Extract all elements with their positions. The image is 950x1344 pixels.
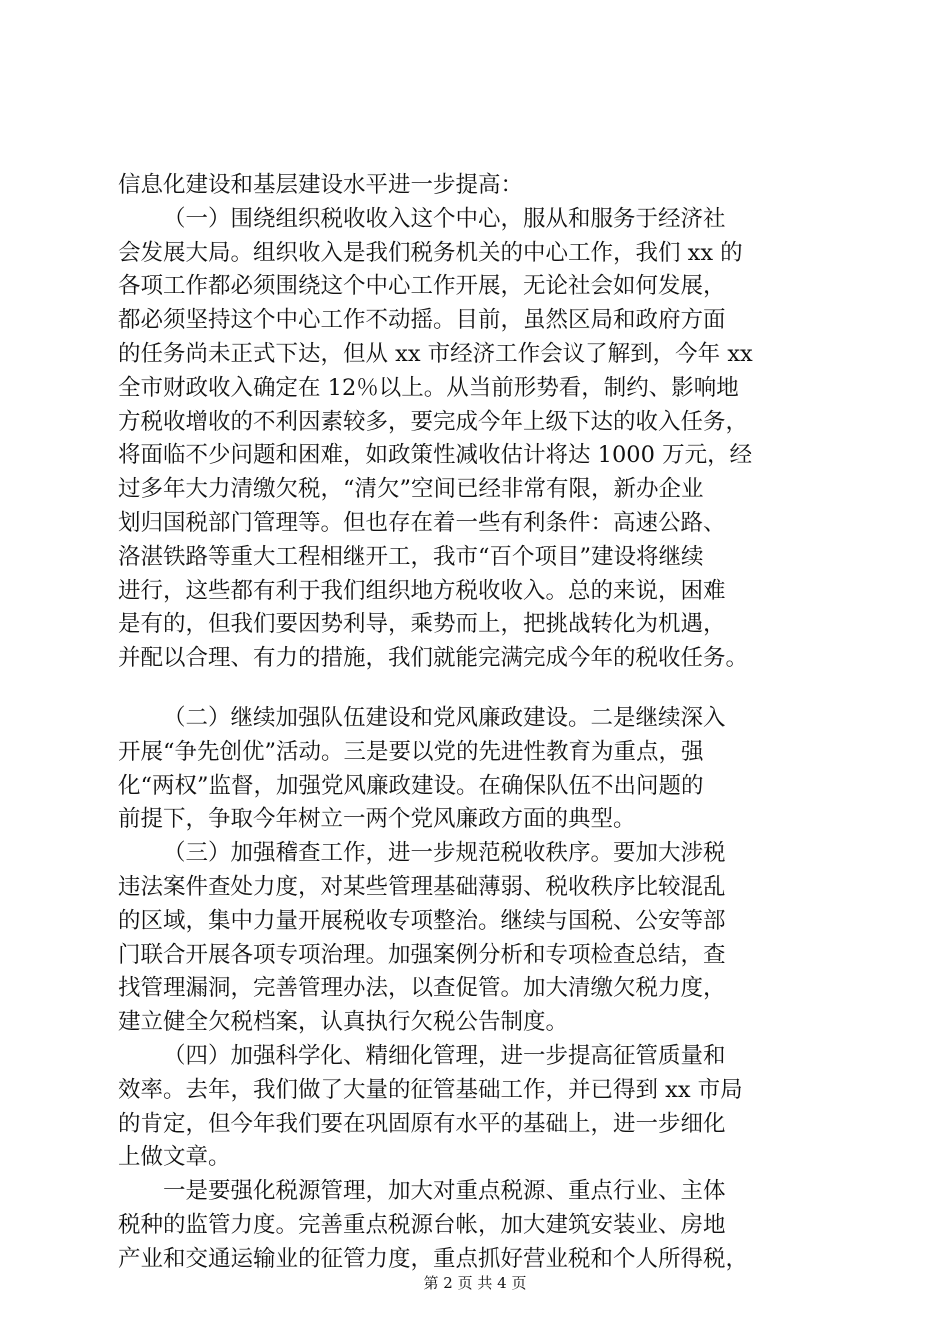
paragraph-1-line: 洛湛铁路等重大工程相继开工，我市“百个项目”建设将继续	[118, 543, 704, 570]
paragraph-1-line: 都必须坚持这个中心工作不动摇。目前，虽然区局和政府方面	[118, 307, 726, 334]
paragraph-1-line: 各项工作都必须围绕这个中心工作开展，无论社会如何发展，	[118, 273, 726, 300]
paragraph-4-line: （四）加强科学化、精细化管理，进一步提高征管质量和	[163, 1043, 726, 1069]
paragraph-1-line: 并配以合理、有力的措施，我们就能完满完成今年的税收任务。	[118, 645, 749, 672]
paragraph-1-line: 过多年大力清缴欠税，“清欠”空间已经非常有限，新办企业	[118, 476, 704, 503]
paragraph-5-line: 税种的监管力度。完善重点税源台帐，加大建筑安装业、房地	[118, 1212, 726, 1238]
paragraph-3-line: 的区域，集中力量开展税收专项整治。继续与国税、公安等部	[118, 907, 726, 934]
paragraph-3-line: 门联合开展各项专项治理。加强案例分析和专项检查总结，查	[118, 941, 726, 968]
paragraph-4-line: 上做文章。	[118, 1144, 231, 1171]
paragraph-4-line: 的肯定，但今年我们要在巩固原有水平的基础上，进一步细化	[118, 1110, 726, 1137]
paragraph-2-line: 前提下，争取今年树立一两个党风廉政方面的典型。	[118, 806, 636, 833]
paragraph-1-line: 全市财政收入确定在 12％以上。从当前形势看，制约、影响地	[118, 374, 739, 401]
paragraph-1-line: 进行，这些都有利于我们组织地方税收收入。总的来说，困难	[118, 577, 726, 604]
paragraph-1-line: 划归国税部门管理等。但也存在着一些有利条件：高速公路、	[118, 510, 726, 536]
paragraph-1-line: 方税收增收的不利因素较多，要完成今年上级下达的收入任务，	[118, 408, 749, 435]
paragraph-1-line: 是有的，但我们要因势利导，乘势而上，把挑战转化为机遇，	[118, 611, 726, 638]
paragraph-2-line: （二）继续加强队伍建设和党风廉政建设。二是继续深入	[163, 705, 726, 731]
paragraph-3-line: （三）加强稽查工作，进一步规范税收秩序。要加大涉税	[163, 840, 726, 867]
paragraph-intro-line: 信息化建设和基层建设水平进一步提高：	[118, 172, 524, 198]
paragraph-1-line: 将面临不少问题和困难，如政策性减收估计将达 1000 万元，经	[118, 442, 753, 469]
paragraph-5-line: 一是要强化税源管理，加大对重点税源、重点行业、主体	[163, 1178, 726, 1205]
paragraph-4-line: 效率。去年，我们做了大量的征管基础工作，并已得到 xx 市局	[118, 1076, 743, 1103]
paragraph-1-line: 的任务尚未正式下达，但从 xx 市经济工作会议了解到，今年 xx	[118, 341, 753, 367]
paragraph-3-line: 违法案件查处力度，对某些管理基础薄弱、税收秩序比较混乱	[118, 874, 726, 900]
paragraph-3-line: 建立健全欠税档案，认真执行欠税公告制度。	[118, 1009, 569, 1036]
paragraph-2-line: 化“两权”监督，加强党风廉政建设。在确保队伍不出问题的	[118, 772, 704, 799]
paragraph-5-line: 产业和交通运输业的征管力度，重点抓好营业税和个人所得税，	[118, 1245, 749, 1272]
page-footer: 第 2 页 共 4 页	[423, 1274, 527, 1292]
paragraph-2-line: 开展“争先创优”活动。三是要以党的先进性教育为重点，强	[118, 738, 704, 765]
paragraph-1-line: 会发展大局。组织收入是我们税务机关的中心工作，我们 xx 的	[118, 239, 743, 266]
paragraph-3-line: 找管理漏洞，完善管理办法，以查促管。加大清缴欠税力度，	[118, 975, 726, 1002]
paragraph-1-line: （一）围绕组织税收收入这个中心，服从和服务于经济社	[163, 205, 726, 232]
